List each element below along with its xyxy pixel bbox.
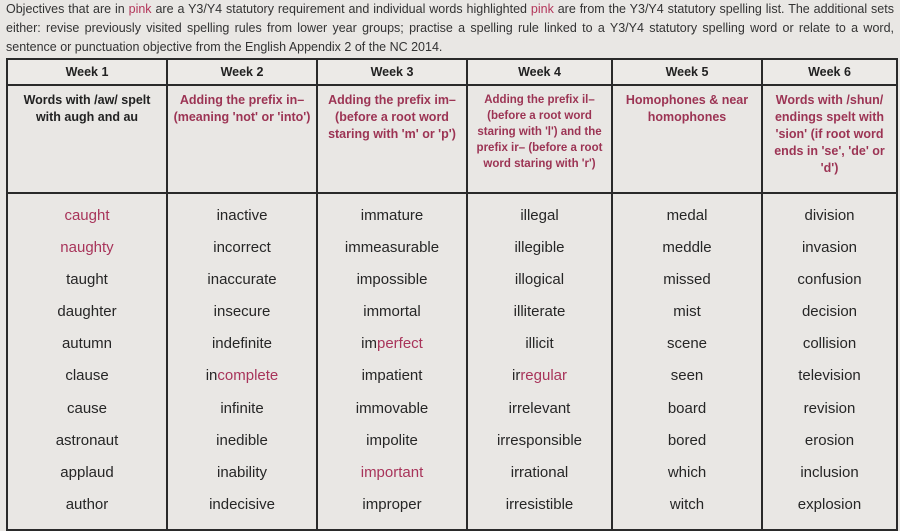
objective-week-6: Words with /shun/ endings spelt with 'sion' (if root word ends in 'se', 'de' or 'd') <box>762 85 897 193</box>
spelling-word <box>613 296 761 328</box>
word-part: mist <box>673 303 701 321</box>
word-part: author <box>65 495 109 513</box>
spelling-word <box>168 457 316 489</box>
word-part: cause <box>66 399 108 417</box>
word-part: revision <box>803 399 856 417</box>
spelling-word <box>8 200 166 232</box>
spelling-word <box>8 328 166 360</box>
word-part: which <box>667 463 707 481</box>
spelling-word <box>8 393 166 425</box>
spelling-word <box>318 328 466 360</box>
spelling-word <box>763 296 896 328</box>
spelling-word <box>613 200 761 232</box>
objective-week-1: Words with /aw/ spelt with augh and au <box>7 85 167 193</box>
spelling-word <box>763 457 896 489</box>
spelling-word <box>468 200 611 232</box>
spelling-word <box>613 489 761 521</box>
week-header-4: Week 4 <box>467 59 612 85</box>
word-part: missed <box>663 271 711 289</box>
spelling-word <box>613 232 761 264</box>
word-part: collision <box>802 335 857 353</box>
word-part: immeasurable <box>344 239 440 257</box>
word-part: autumn <box>61 335 113 353</box>
word-list-week-3 <box>317 193 467 530</box>
spelling-word <box>168 200 316 232</box>
word-part: inability <box>216 463 268 481</box>
word-part: erosion <box>804 431 855 449</box>
word-part: impolite <box>366 431 418 449</box>
spelling-word <box>8 264 166 296</box>
word-part: ir <box>511 367 521 385</box>
objective-row <box>7 85 897 193</box>
word-part: indecisive <box>209 495 275 513</box>
word-part: immature <box>360 207 424 224</box>
spelling-word <box>8 360 166 392</box>
word-part: immortal <box>363 303 421 321</box>
word-part: incorrect <box>213 239 271 257</box>
word-part: taught <box>66 271 108 289</box>
highlighted-word-part: naughty <box>60 239 114 257</box>
word-part: inedible <box>216 431 268 449</box>
intro-pink-1: pink <box>128 2 152 16</box>
word-list-week-1 <box>7 193 167 530</box>
week-header-3: Week 3 <box>317 59 467 85</box>
word-part: illegible <box>514 239 565 257</box>
spelling-word <box>468 328 611 360</box>
spelling-word <box>763 489 896 521</box>
intro-text-3: are from the Y3/Y4 statutory spelling list. The additional sets either: revise previously visited spelling rules from lower year groups; practise a spelling rule linked to a Y3/Y4 statutory spelling word or relate to a word, sentence or punctuation objective from the English Appendix 2 of the NC 2014. <box>6 2 894 54</box>
spelling-word <box>168 360 316 392</box>
word-part: illegal <box>520 207 559 224</box>
word-part: witch <box>669 495 705 513</box>
word-part: illogical <box>514 271 565 289</box>
word-part: explosion <box>797 495 862 513</box>
word-part: seen <box>670 367 704 385</box>
spelling-word <box>763 393 896 425</box>
spelling-word <box>318 489 466 521</box>
intro-text-1: Objectives that are in <box>6 2 129 16</box>
spelling-word <box>613 393 761 425</box>
spelling-word <box>8 425 166 457</box>
word-part: clause <box>65 367 109 385</box>
word-part: bored <box>667 431 707 449</box>
spelling-word <box>468 489 611 521</box>
spelling-word <box>468 425 611 457</box>
word-part: scene <box>666 335 708 353</box>
objective-week-2: Adding the prefix in– (meaning 'not' or 'into') <box>167 85 317 193</box>
word-part: indefinite <box>211 335 273 353</box>
word-part: confusion <box>797 271 862 289</box>
word-part: applaud <box>60 463 114 481</box>
spelling-word <box>318 457 466 489</box>
spelling-word <box>318 200 466 232</box>
spelling-word <box>318 264 466 296</box>
objective-week-4: Adding the prefix il– (before a root word staring with 'l') and the prefix ir– (before a root word staring with 'r') <box>467 85 612 193</box>
word-part: television <box>798 367 861 385</box>
spelling-word <box>168 489 316 521</box>
highlighted-word-part: important <box>360 463 424 481</box>
word-part: daughter <box>57 303 117 321</box>
word-part: astronaut <box>55 431 119 449</box>
spelling-word <box>613 328 761 360</box>
word-list-week-6 <box>762 193 897 530</box>
word-part: illiterate <box>513 303 566 321</box>
highlighted-word-part: perfect <box>376 335 423 353</box>
word-part: inclusion <box>800 463 859 481</box>
word-part: irresponsible <box>496 431 583 449</box>
word-list-week-5 <box>612 193 762 530</box>
intro-text-2: are a Y3/Y4 statutory requirement and individual words highlighted <box>151 2 531 16</box>
spelling-word <box>613 264 761 296</box>
word-part: invasion <box>801 239 858 257</box>
words-row <box>7 193 897 530</box>
word-part: immovable <box>355 399 429 417</box>
spelling-word <box>468 360 611 392</box>
week-header-1: Week 1 <box>7 59 167 85</box>
word-part: board <box>667 399 707 417</box>
spelling-word <box>468 264 611 296</box>
word-part: division <box>804 207 855 224</box>
word-part: in <box>205 367 218 385</box>
objective-week-3: Adding the prefix im– (before a root word staring with 'm' or 'p') <box>317 85 467 193</box>
word-part: infinite <box>220 399 264 417</box>
word-part: inaccurate <box>207 271 277 289</box>
spelling-word <box>168 232 316 264</box>
objective-week-5: Homophones & near homophones <box>612 85 762 193</box>
word-part: decision <box>801 303 858 321</box>
word-list-week-2 <box>167 193 317 530</box>
spelling-word <box>763 425 896 457</box>
spelling-word <box>763 264 896 296</box>
spelling-word <box>763 200 896 232</box>
spelling-table <box>6 58 898 531</box>
word-part: irrelevant <box>508 399 571 417</box>
highlighted-word-part: regular <box>520 367 568 385</box>
week-header-5: Week 5 <box>612 59 762 85</box>
intro-paragraph <box>6 0 894 57</box>
spelling-word <box>8 457 166 489</box>
word-part: improper <box>362 495 422 513</box>
highlighted-word-part: caught <box>64 207 110 224</box>
spelling-word <box>613 425 761 457</box>
highlighted-word-part: complete <box>217 367 279 385</box>
spelling-word <box>613 457 761 489</box>
spelling-word <box>8 232 166 264</box>
spelling-word <box>763 328 896 360</box>
intro-pink-2: pink <box>530 2 554 16</box>
spelling-word <box>168 425 316 457</box>
spelling-word <box>468 232 611 264</box>
spelling-word <box>168 264 316 296</box>
word-part: medal <box>666 207 708 224</box>
spelling-word <box>468 457 611 489</box>
word-part: irresistible <box>505 495 574 513</box>
word-part: meddle <box>662 239 712 257</box>
spelling-word <box>468 296 611 328</box>
week-header-row <box>7 59 897 85</box>
word-part: impatient <box>361 367 423 385</box>
word-part: im <box>361 335 377 353</box>
word-part: inactive <box>216 207 268 224</box>
spelling-word <box>168 393 316 425</box>
spelling-word <box>763 232 896 264</box>
word-part: insecure <box>213 303 271 321</box>
spelling-word <box>318 232 466 264</box>
spelling-word <box>8 296 166 328</box>
week-header-2: Week 2 <box>167 59 317 85</box>
spelling-word <box>318 296 466 328</box>
word-part: impossible <box>356 271 428 289</box>
spelling-word <box>318 360 466 392</box>
spelling-word <box>318 393 466 425</box>
spelling-word <box>168 328 316 360</box>
spelling-word <box>763 360 896 392</box>
word-part: illicit <box>525 335 554 353</box>
spelling-word <box>8 489 166 521</box>
spelling-word <box>468 393 611 425</box>
week-header-6: Week 6 <box>762 59 897 85</box>
spelling-word <box>168 296 316 328</box>
word-list-week-4 <box>467 193 612 530</box>
spelling-word <box>613 360 761 392</box>
word-part: irrational <box>510 463 569 481</box>
spelling-word <box>318 425 466 457</box>
